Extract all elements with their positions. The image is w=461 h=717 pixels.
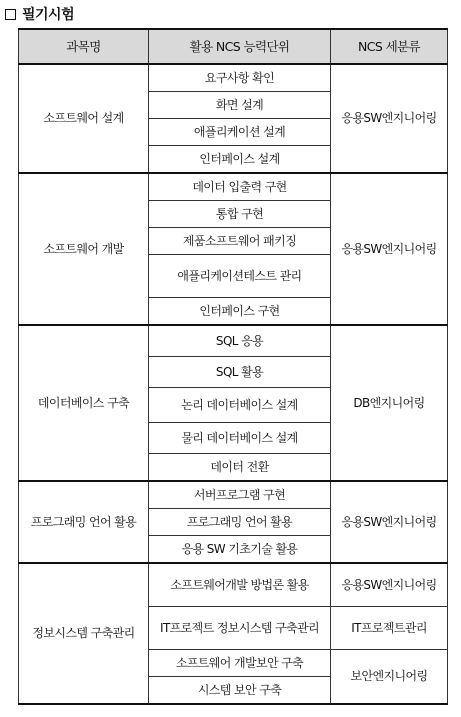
- unit-cell: 소프트웨어개발 방법론 활용: [149, 563, 331, 607]
- unit-cell: 물리 데이터베이스 설계: [149, 423, 331, 454]
- unit-cell: SQL 응용: [149, 325, 331, 357]
- header-subject: 과목명: [19, 29, 149, 64]
- unit-cell: 응용 SW 기초기술 활용: [149, 536, 331, 564]
- unit-cell: SQL 활용: [149, 357, 331, 388]
- unit-cell: 시스템 보안 구축: [149, 677, 331, 705]
- unit-cell: 화면 설계: [149, 92, 331, 119]
- ncs-category-cell: 응용SW엔지니어링: [331, 64, 448, 173]
- table-row: [19, 563, 448, 607]
- section-title-text: 필기시험: [22, 7, 75, 23]
- table-row: [19, 481, 448, 509]
- table-header-row: [19, 29, 448, 64]
- unit-cell: 데이터 입출력 구현: [149, 173, 331, 201]
- ncs-category-cell: 응용SW엔지니어링: [331, 173, 448, 325]
- table-row: [19, 325, 448, 357]
- unit-cell: 논리 데이터베이스 설계: [149, 388, 331, 423]
- ncs-category-cell: 응용SW엔지니어링: [331, 563, 448, 607]
- table-row: [19, 64, 448, 92]
- written-exam-table: [18, 28, 448, 705]
- unit-cell: 인터페이스 구현: [149, 298, 331, 326]
- unit-cell: 요구사항 확인: [149, 64, 331, 92]
- subject-cell: 데이터베이스 구축: [19, 325, 149, 481]
- ncs-category-cell: 보안엔지니어링: [331, 650, 448, 705]
- unit-cell: 통합 구현: [149, 201, 331, 228]
- unit-cell: 애플리케이션 설계: [149, 119, 331, 146]
- unit-cell: 인터페이스 설계: [149, 146, 331, 174]
- square-bullet-icon: [5, 9, 16, 20]
- ncs-category-cell: DB엔지니어링: [331, 325, 448, 481]
- unit-cell: 데이터 전환: [149, 454, 331, 482]
- header-ncs-unit: 활용 NCS 능력단위: [149, 29, 331, 64]
- subject-cell: 소프트웨어 개발: [19, 173, 149, 325]
- unit-cell: 제품소프트웨어 패키징: [149, 228, 331, 255]
- unit-cell: IT프로젝트 정보시스템 구축관리: [149, 607, 331, 650]
- ncs-category-cell: 응용SW엔지니어링: [331, 481, 448, 563]
- subject-cell: 소프트웨어 설계: [19, 64, 149, 173]
- section-title: [5, 4, 74, 24]
- unit-cell: 서버프로그램 구현: [149, 481, 331, 509]
- unit-cell: 애플리케이션테스트 관리: [149, 255, 331, 298]
- subject-cell: 프로그래밍 언어 활용: [19, 481, 149, 563]
- table-row: [19, 173, 448, 201]
- header-ncs-category: NCS 세분류: [331, 29, 448, 64]
- subject-cell: 정보시스템 구축관리: [19, 563, 149, 704]
- ncs-category-cell: IT프로젝트관리: [331, 607, 448, 650]
- unit-cell: 소프트웨어 개발보안 구축: [149, 650, 331, 677]
- unit-cell: 프로그래밍 언어 활용: [149, 509, 331, 536]
